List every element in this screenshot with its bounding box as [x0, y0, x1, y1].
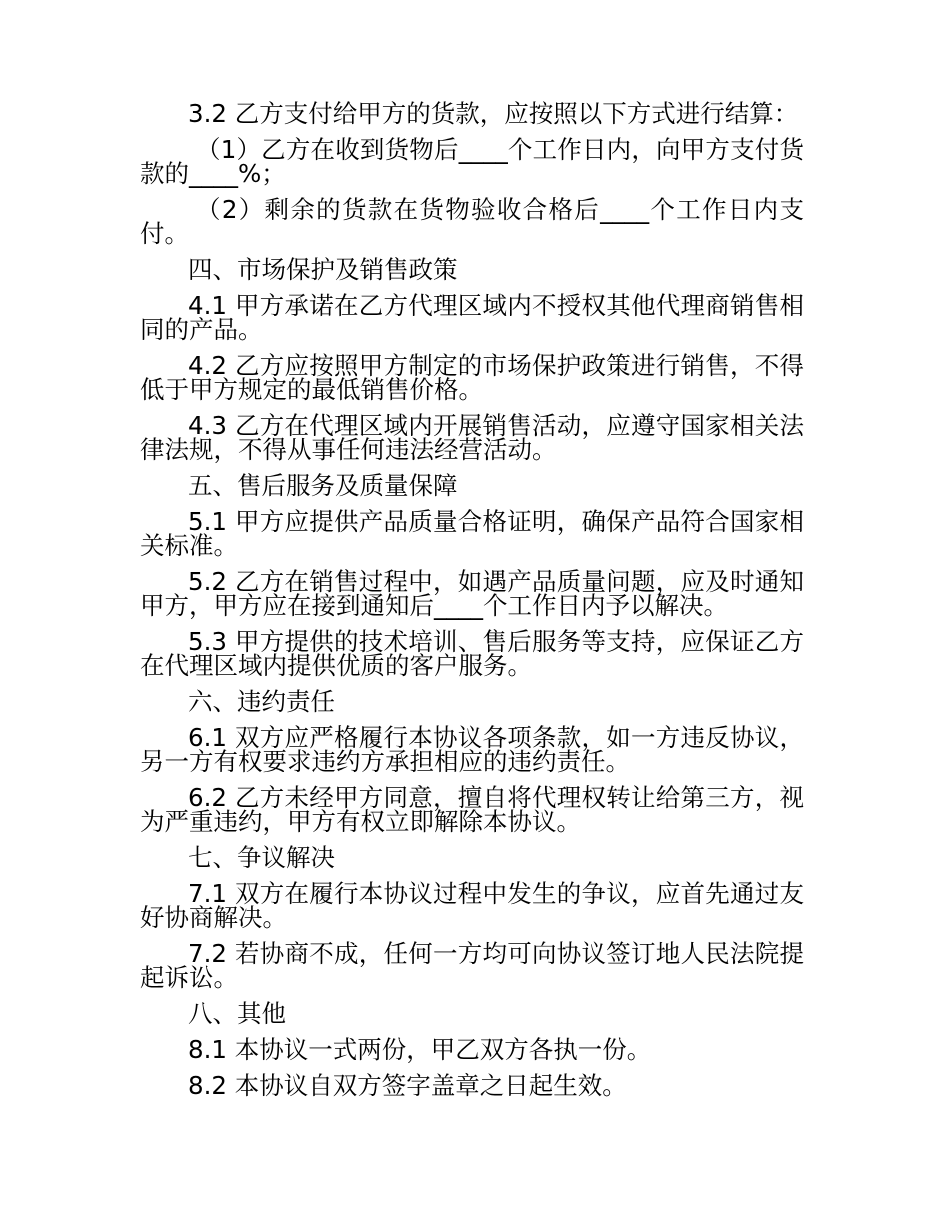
- clause-4-2: 4.2 乙方应按照甲方制定的市场保护政策进行销售，不得低于甲方规定的最低销售价格。: [140, 351, 804, 404]
- section-heading-6: 六、违约责任: [188, 687, 335, 716]
- section-heading-5: 五、售后服务及质量保障: [188, 471, 458, 500]
- clause-3-2-item-2: （2）剩余的货款在货物验收合格后____个工作日内支付。: [140, 195, 804, 248]
- clause-5-3: 5.3 甲方提供的技术培训、售后服务等支持，应保证乙方在代理区域内提供优质的客户服务。: [140, 627, 804, 680]
- clause-8-2: 8.2 本协议自双方签字盖章之日起生效。: [188, 1071, 627, 1100]
- clause-6-2: 6.2 乙方未经甲方同意，擅自将代理权转让给第三方，视为严重违约，甲方有权立即解除本协议。: [140, 783, 804, 836]
- section-heading-4: 四、市场保护及销售政策: [188, 255, 458, 284]
- clause-5-2: 5.2 乙方在销售过程中，如遇产品质量问题，应及时通知甲方，甲方应在接到通知后____个工作日内予以解决。: [140, 567, 804, 620]
- clause-7-1: 7.1 双方在履行本协议过程中发生的争议，应首先通过友好协商解决。: [140, 879, 804, 932]
- clause-8-1: 8.1 本协议一式两份，甲乙双方各执一份。: [188, 1035, 652, 1064]
- clause-7-2: 7.2 若协商不成，任何一方均可向协议签订地人民法院提起诉讼。: [140, 939, 804, 992]
- section-heading-8: 八、其他: [188, 999, 286, 1028]
- clause-4-3: 4.3 乙方在代理区域内开展销售活动，应遵守国家相关法律法规，不得从事任何违法经营活动。: [140, 411, 804, 464]
- clause-6-1: 6.1 双方应严格履行本协议各项条款，如一方违反协议，另一方有权要求违约方承担相应的违约责任。: [140, 723, 804, 776]
- clause-3-2: 3.2 乙方支付给甲方的货款，应按照以下方式进行结算：: [188, 99, 799, 128]
- clause-4-1: 4.1 甲方承诺在乙方代理区域内不授权其他代理商销售相同的产品。: [140, 291, 804, 344]
- section-heading-7: 七、争议解决: [188, 843, 335, 872]
- document-body: [140, 99, 804, 1110]
- clause-3-2-item-1: （1）乙方在收到货物后____个工作日内，向甲方支付货款的____%；: [140, 135, 804, 188]
- clause-5-1: 5.1 甲方应提供产品质量合格证明，确保产品符合国家相关标准。: [140, 507, 804, 560]
